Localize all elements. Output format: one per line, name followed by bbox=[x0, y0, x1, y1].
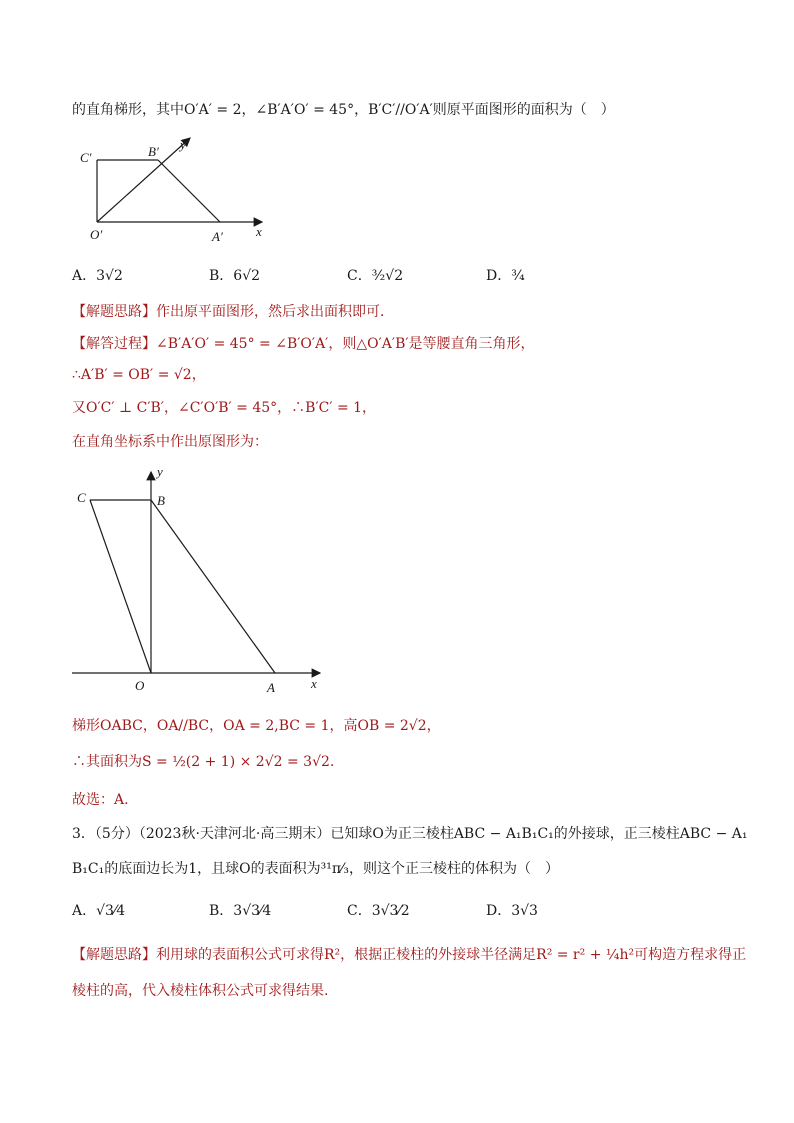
q3-stem-line-2: B₁C₁的底面边长为1，且球O的表面积为³¹π⁄₃，则这个正三棱柱的体积为（ ） bbox=[72, 861, 559, 877]
label-a: A′ bbox=[212, 229, 223, 244]
process-tag: 【解答过程】 bbox=[72, 336, 156, 352]
process-text-2: ∴A′B′ = OB′ = √2， bbox=[72, 367, 206, 383]
q2-option-d[interactable]: D．³⁄₄ bbox=[486, 268, 525, 284]
q2-option-b[interactable]: B．6√2 bbox=[209, 268, 261, 284]
process-text-4: 在直角坐标系中作出原图形为： bbox=[72, 434, 268, 450]
segment-c-o bbox=[90, 500, 151, 673]
idea-text: 作出原平面图形，然后求出面积即可． bbox=[156, 304, 394, 320]
q3-option-c[interactable]: C．3√3⁄2 bbox=[347, 903, 410, 919]
y-axis bbox=[97, 138, 190, 222]
segment-b-a bbox=[151, 500, 275, 673]
label-o: O bbox=[135, 678, 145, 693]
q3-idea-line bbox=[72, 945, 746, 965]
q2-option-a[interactable]: A．3√2 bbox=[72, 268, 123, 284]
process-text-3: 又O′C′ ⊥ C′B′，∠C′O′B′ = 45°，∴B′C′ = 1， bbox=[72, 400, 377, 416]
label-c: C′ bbox=[80, 150, 92, 165]
label-b: B′ bbox=[148, 144, 159, 159]
q3-option-a[interactable]: A．√3⁄4 bbox=[72, 903, 126, 919]
q2-idea-line bbox=[72, 302, 394, 322]
oblique-figure bbox=[70, 135, 280, 250]
label-b: B bbox=[157, 493, 165, 508]
original-figure bbox=[70, 460, 330, 700]
idea-text-2: 棱柱的高，代入棱柱体积公式可求得结果. bbox=[72, 983, 329, 999]
label-a: A bbox=[267, 680, 275, 695]
label-x: x bbox=[311, 676, 317, 691]
q2-stem-continuation: 的直角梯形，其中O′A′ = 2，∠B′A′O′ = 45°，B′C′//O′A′则原平面图形的面积为（ ） bbox=[72, 102, 615, 118]
q2-option-c[interactable]: C．³⁄₂√2 bbox=[347, 268, 404, 284]
idea-text-1: 利用球的表面积公式可求得R²，根据正棱柱的外接球半径满足R² = r² + ¼h²可构造方程求得正 bbox=[156, 947, 747, 963]
label-c: C bbox=[77, 490, 86, 505]
label-o: O′ bbox=[90, 227, 103, 242]
label-y: y bbox=[157, 464, 163, 479]
idea-tag: 【解题思路】 bbox=[72, 304, 156, 320]
label-x: x bbox=[256, 224, 262, 239]
process-text-5: 梯形OABC，OA//BC，OA = 2,BC = 1，高OB = 2√2， bbox=[72, 718, 441, 734]
segment-b-a bbox=[158, 160, 220, 222]
process-text-6: ∴其面积为S = ½(2 + 1) × 2√2 = 3√2. bbox=[72, 754, 335, 770]
label-y: y′ bbox=[180, 137, 189, 152]
q3-stem-line-1: 3．（5分）（2023秋·天津河北·高三期末）已知球O为正三棱柱ABC − A₁B₁C₁的外接球，正三棱柱ABC − A₁ bbox=[72, 826, 748, 842]
q2-process-line bbox=[72, 334, 535, 354]
q3-option-d[interactable]: D．3√3 bbox=[486, 903, 538, 919]
idea-tag: 【解题思路】 bbox=[72, 947, 156, 963]
answer-text: 故选：A. bbox=[72, 792, 129, 808]
process-text-1: ∠B′A′O′ = 45° = ∠B′O′A′，则△O′A′B′是等腰直角三角形， bbox=[156, 336, 535, 352]
q3-option-b[interactable]: B．3√3⁄4 bbox=[209, 903, 272, 919]
